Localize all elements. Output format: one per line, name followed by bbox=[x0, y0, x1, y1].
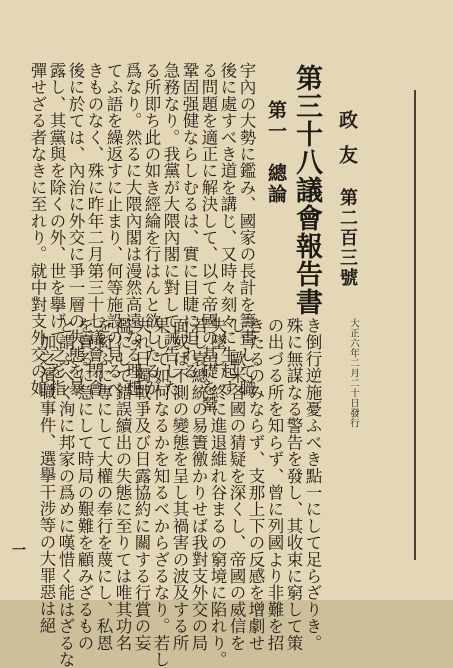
text-column: る問題を適正に解決して、以て帝國の基礎を鞏 bbox=[199, 62, 218, 413]
text-column: きものなく、殊に昨年二月第三十七議會閉會 bbox=[85, 62, 104, 396]
text-column: 急務なり。我黨が大隈內閣に對して誡告した bbox=[161, 62, 180, 396]
article-title: 第三十八議會報告書 bbox=[291, 64, 322, 316]
text-column: 彈せざる者なきに至れり。就中對支外交の如 bbox=[28, 62, 47, 396]
issue-date: 大正六年二月二十日發行 bbox=[348, 318, 359, 428]
text-column: 鞏固强健ならしむるは、實に目睫に迫れる bbox=[180, 62, 199, 380]
page-number: 一 bbox=[12, 543, 26, 559]
text-column: 果して如何なるかを知るべからざるなり。若し bbox=[151, 317, 170, 668]
column-divider bbox=[414, 90, 416, 560]
text-column: を賣るに急にして時局の艱難を顧みざるもの bbox=[75, 317, 94, 651]
text-column: 濫にして錯誤續出の失態に至りては唯其功名 bbox=[113, 317, 132, 651]
text-column: 宇內の大勢に鑑み、國家の長計を籌畫して職 bbox=[237, 62, 256, 396]
text-column: を衒ふに專にして大權の奉行を蔑にし、私恩 bbox=[94, 317, 113, 651]
text-column: し、歐米各國の猜疑を深くし、帝國の威信を bbox=[227, 317, 246, 651]
text-column: てふ語を繰返すに止まり、何等施設の見るべ bbox=[104, 62, 123, 396]
text-column: 夫れ日獨戰爭及び日露協約に關する行賞の妄 bbox=[132, 317, 151, 651]
text-column: 後に處すべき道を講じ、又時々刻々に生起す bbox=[218, 62, 237, 396]
text-column: きたるのみならず、支那上下の反感を增劇せ bbox=[246, 317, 265, 651]
text-column: と謂ふべく洵に邦家の爲めに嘆惜く能はざるな bbox=[56, 317, 75, 668]
text-column: る所即ち此の如き經綸を行はんと欲したるが bbox=[142, 62, 161, 396]
journal-issue: 第二百三號 bbox=[337, 188, 358, 288]
text-column: 露し、其黨與を除くの外、世を擧げて之を指 bbox=[47, 62, 66, 396]
journal-title: 政友 bbox=[336, 110, 358, 180]
section-heading: 第一 總論 bbox=[265, 100, 287, 205]
text-column: 加之濱職事件、選擧干涉等の大罪惡は絕 bbox=[37, 333, 56, 634]
text-column: 失墜し、終に進退維れ谷まるの窮境に陷れり。 bbox=[208, 317, 227, 668]
text-column: 面或は不測の變態を呈し其禍害の波及する所 bbox=[170, 317, 189, 651]
text-column: 若し袁總統の易簀徼かりせば我對支外交の局 bbox=[189, 317, 208, 651]
text-column: き倒行逆施憂ふべき點一にして足らざりき。 bbox=[303, 317, 322, 651]
text-column: 後に於ては、內治に外交に爭一層の失態を暴 bbox=[66, 62, 85, 396]
text-column: 殊に無謀なる警告を發し、其收束に窮して策 bbox=[284, 317, 303, 651]
text-column: 爲なり。然るに大隈內閣は漫然高遠なる理想 bbox=[123, 62, 142, 396]
text-column: の出づる所を知らず、曾に列國より非難を招 bbox=[265, 317, 284, 651]
